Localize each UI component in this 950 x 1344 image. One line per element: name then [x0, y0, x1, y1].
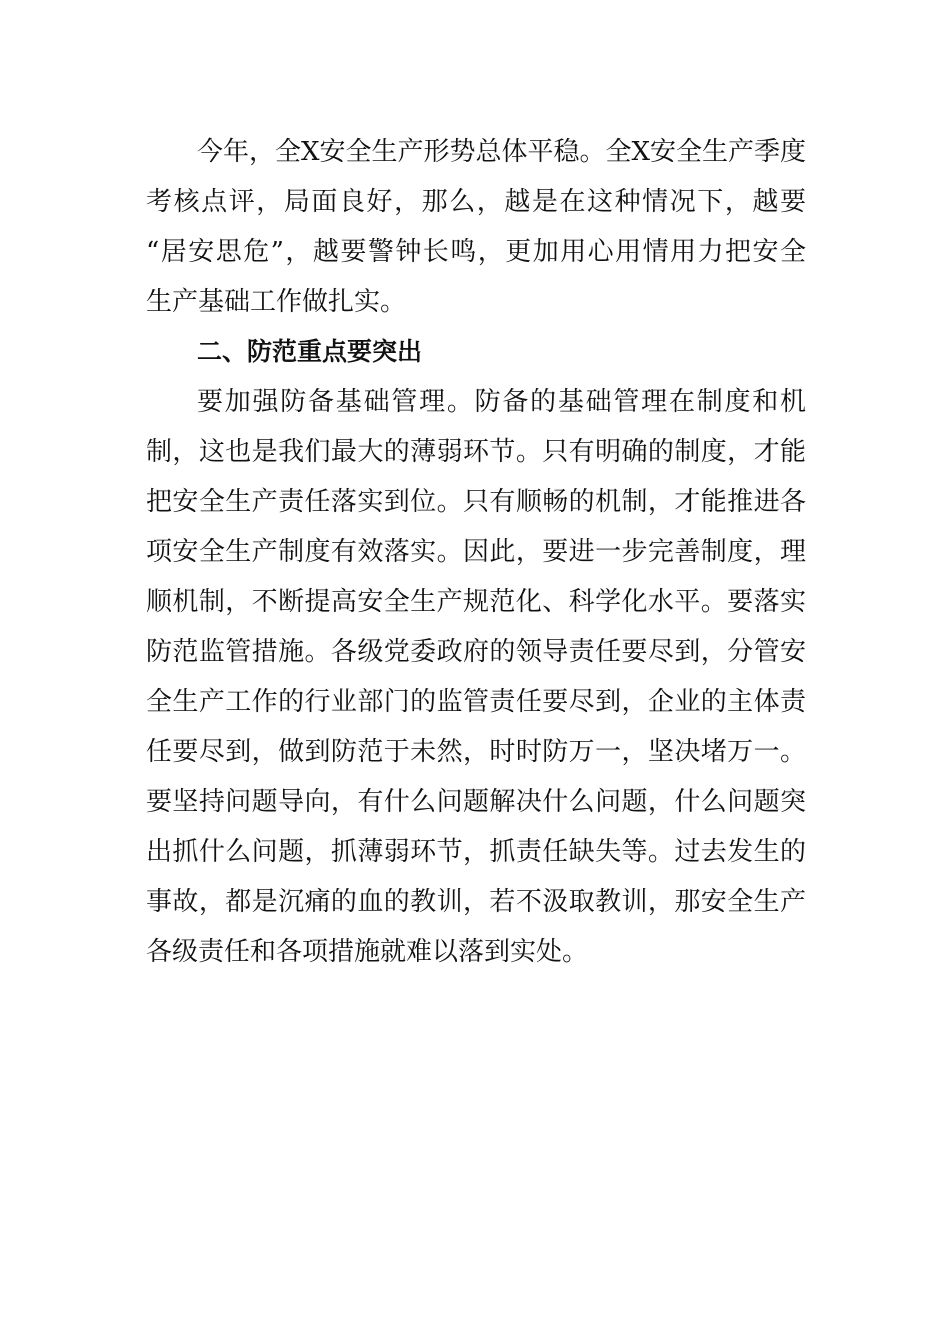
paragraph-2-line-3: 把安全生产责任落实到位。只有顺畅的机制，才能推进各	[146, 487, 806, 517]
paragraph-2-line-8: 任要尽到，做到防范于未然，时时防万一，坚决堵万一。	[146, 737, 806, 767]
paragraph-1-line-3: “居安思危”，越要警钟长鸣，更加用心用情用力把安全	[146, 237, 806, 267]
paragraph-2-line-4: 项安全生产制度有效落实。因此，要进一步完善制度，理	[146, 537, 806, 567]
paragraph-2-line-2: 制，这也是我们最大的薄弱环节。只有明确的制度，才能	[146, 437, 806, 467]
paragraph-1-line-2: 考核点评，局面良好，那么，越是在这种情况下，越要	[146, 187, 806, 217]
paragraph-2-line-12: 各级责任和各项措施就难以落到实处。	[146, 937, 589, 967]
paragraph-2-line-1: 要加强防备基础管理。防备的基础管理在制度和机	[197, 387, 806, 417]
paragraph-1-line-4: 生产基础工作做扎实。	[146, 287, 407, 317]
paragraph-2-line-5: 顺机制，不断提高安全生产规范化、科学化水平。要落实	[146, 587, 806, 617]
paragraph-1-line-1: 今年，全X安全生产形势总体平稳。全X安全生产季度	[197, 137, 807, 167]
paragraph-2-line-6: 防范监管措施。各级党委政府的领导责任要尽到，分管安	[146, 637, 806, 667]
section-heading-2: 二、防范重点要突出	[197, 337, 423, 366]
paragraph-2-line-11: 事故，都是沉痛的血的教训，若不汲取教训，那安全生产	[146, 887, 806, 917]
paragraph-2-line-7: 全生产工作的行业部门的监管责任要尽到，企业的主体责	[146, 687, 806, 717]
paragraph-2-line-9: 要坚持问题导向，有什么问题解决什么问题，什么问题突	[146, 787, 806, 817]
paragraph-2-line-10: 出抓什么问题，抓薄弱环节，抓责任缺失等。过去发生的	[146, 837, 806, 867]
